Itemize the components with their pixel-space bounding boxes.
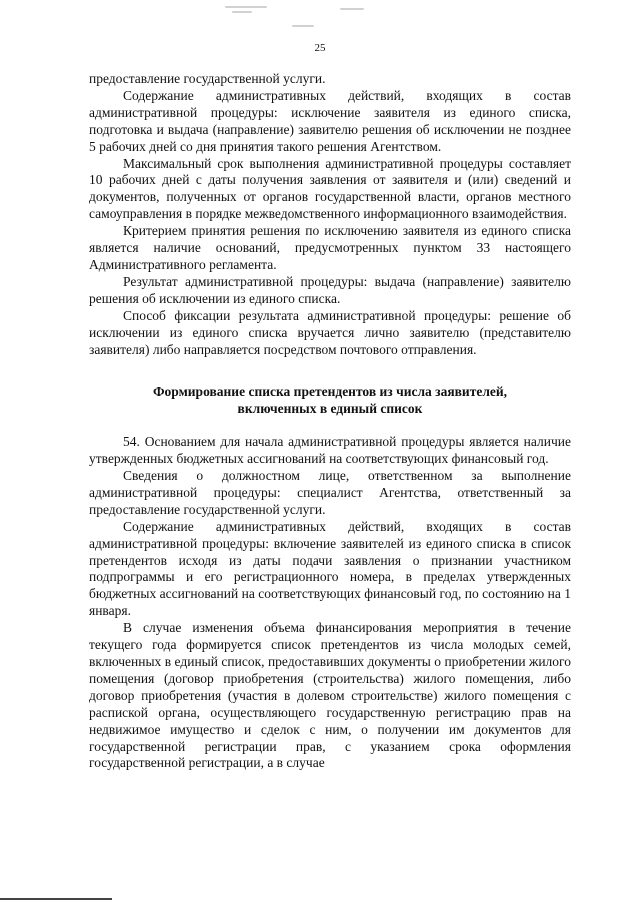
section-heading-line: Формирование списка претендентов из числа заявителей, <box>152 384 508 400</box>
page-number: 25 <box>314 42 326 54</box>
paragraph: Критерием принятия решения по исключению заявителя из единого списка является наличие оснований, предусмотренных пунктом 33 настоящего Административного регламента. <box>89 223 571 272</box>
paragraph: Содержание административных действий, входящих в состав административной процедуры: исключение заявителя из единого списка, подготовка и выдача (направление) заявителю решения об исключении не позднее 5 рабочих дней со дня принятия такого решения Агентством. <box>89 87 571 154</box>
scan-artifact <box>292 25 314 27</box>
paragraph: предоставление государственной услуги. <box>89 71 326 86</box>
section-heading <box>89 384 571 418</box>
section-heading-line: включенных в единый список <box>237 401 423 417</box>
document-body <box>89 71 571 772</box>
paragraph: Результат административной процедуры: выдача (направление) заявителю решения об исключении из единого списка. <box>89 273 571 306</box>
paragraph: Сведения о должностном лице, ответственном за выполнение административной процедуры: специалист Агентства, ответственный за предоставление государственной услуги. <box>89 468 571 517</box>
paragraph: Максимальный срок выполнения административной процедуры составляет 10 рабочих дней с даты получения заявления от заявителя и (или) сведений и документов, полученных от органов государственной власти, органов местного самоуправления в порядке межведомственного информационного взаимодействия. <box>89 155 571 222</box>
page-edge-line <box>0 898 112 900</box>
paragraph: 54. Основанием для начала административной процедуры является наличие утвержденных бюджетных ассигнований на соответствующих финансовый год. <box>89 434 571 467</box>
scan-artifact <box>225 6 267 8</box>
paragraph: Содержание административных действий, входящих в состав административной процедуры: включение заявителей из единого списка в список претендентов исходя из даты подачи заявления о признании участником подпрограммы и его регистрационного номера, в пределах утвержденных бюджетных ассигнований на соответствующих финансовый год, по состоянию на 1 января. <box>89 518 571 619</box>
scan-artifact <box>340 8 364 10</box>
paragraph: Способ фиксации результата административной процедуры: решение об исключении из единого списка вручается лично заявителю (представителю заявителя) либо направляется посредством почтового отправления. <box>89 307 571 357</box>
paragraph: В случае изменения объема финансирования мероприятия в течение текущего года формируется список претендентов из числа молодых семей, включенных в единый список, предоставивших документы о приобретении жилого помещения (договор приобретения (строительства) жилого помещения, либо договор приобретения (участия в долевом строительстве) жилого помещения с распиской органа, осуществляющего государственную регистрацию прав на недвижимое имущество и сделок с ним, о получении им документов для государственной регистрации прав, с указанием срока оформления государственной регистрации, а в случае <box>89 620 571 771</box>
scan-artifact <box>232 11 252 13</box>
